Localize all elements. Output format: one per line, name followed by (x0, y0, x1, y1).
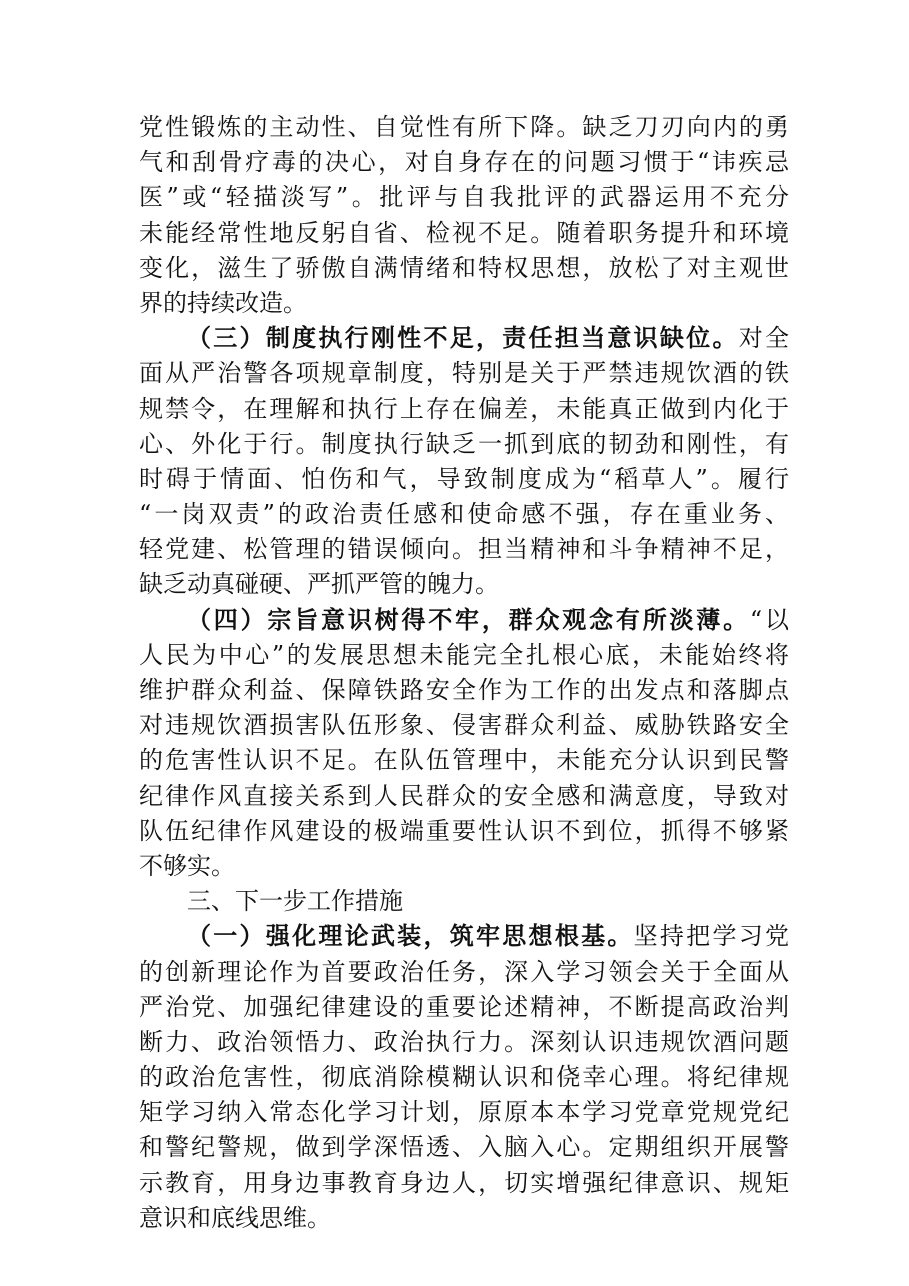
text-line: 意识和底线思维。 (139, 1203, 331, 1232)
text-span: 对全 (738, 324, 790, 353)
text-line: 严治党、加强纪律建设的重要论述精神，不断提高政治判 (139, 992, 789, 1021)
text-line: 界的持续改造。 (139, 288, 307, 317)
text-line: 断力、政治领悟力、政治执行力。深刻认识违规饮酒问题 (139, 1027, 789, 1056)
text-line: 维护群众利益、保障铁路安全作为工作的出发点和落脚点 (139, 676, 789, 704)
subsection-heading: （四）宗旨意识树得不牢，群众观念有所淡薄。 (187, 605, 750, 634)
text-line: 对违规饮酒损害队伍形象、侵害群众利益、威胁铁路安全 (139, 711, 789, 740)
text-line: 时碍于情面、怕伤和气，导致制度成为“稻草人”。履行 (139, 464, 789, 493)
text-span: 坚持把学习党 (633, 922, 790, 951)
text-line: “一岗双责”的政治责任感和使命感不强，存在重业务、 (139, 500, 789, 529)
text-line: 示教育，用身边事教育身边人，切实增强纪律意识、规矩 (139, 1168, 789, 1197)
text-span: “以 (749, 605, 789, 634)
text-line: 党性锻炼的主动性、自觉性有所下降。缺乏刀刃向内的勇 (139, 113, 789, 141)
text-line: 轻党建、松管理的错误倾向。担当精神和斗争精神不足， (139, 535, 789, 564)
section-title: 三、下一步工作措施 (187, 887, 403, 916)
paragraph (139, 919, 789, 1236)
text-line: 矩学习纳入常态化学习计划，原原本本学习党章党规党纪 (139, 1098, 789, 1127)
text-line: 变化，滋生了骄傲自满情绪和特权思想，放松了对主观世 (139, 253, 789, 282)
text-line: 未能经常性地反躬自省、检视不足。随着职务提升和环境 (139, 218, 789, 247)
text-line: 和警纪警规，做到学深悟透、入脑入心。定期组织开展警 (139, 1133, 789, 1162)
text-line (139, 919, 789, 954)
text-line: 心、外化于行。制度执行缺乏一抓到底的韧劲和刚性，有 (139, 429, 789, 458)
text-line: 纪律作风直接关系到人民群众的安全感和满意度，导致对 (139, 781, 789, 810)
paragraph (139, 603, 789, 885)
paragraph (139, 321, 789, 603)
text-line: 的政治危害性，彻底消除模糊认识和侥幸心理。将纪律规 (139, 1063, 789, 1092)
text-line: 队伍纪律作风建设的极端重要性认识不到位，抓得不够紧 (139, 816, 789, 845)
text-line (139, 321, 789, 356)
text-line: 人民为中心”的发展思想未能完全扎根心底，未能始终将 (139, 640, 789, 669)
text-line: 规禁令，在理解和执行上存在偏差，未能真正做到内化于 (139, 394, 789, 423)
paragraph (139, 110, 789, 321)
document-body (139, 110, 789, 1236)
text-line: 不够实。 (139, 851, 235, 880)
text-line: 气和刮骨疗毒的决心，对自身存在的问题习惯于“讳疾忌 (139, 148, 789, 177)
subsection-heading: （一）强化理论武装，筑牢思想根基。 (187, 922, 634, 951)
text-line: 的创新理论作为首要政治任务，深入学习领会关于全面从 (139, 957, 789, 986)
text-line: 的危害性认识不足。在队伍管理中，未能充分认识到民警 (139, 746, 789, 775)
text-line: 缺乏动真碰硬、严抓严管的魄力。 (139, 570, 499, 599)
text-line (139, 603, 789, 638)
text-line: 面从严治警各项规章制度，特别是关于严禁违规饮酒的铁 (139, 359, 789, 388)
text-line: 医”或“轻描淡写”。批评与自我批评的武器运用不充分 (139, 183, 789, 212)
subsection-heading: （三）制度执行刚性不足，责任担当意识缺位。 (187, 324, 739, 353)
